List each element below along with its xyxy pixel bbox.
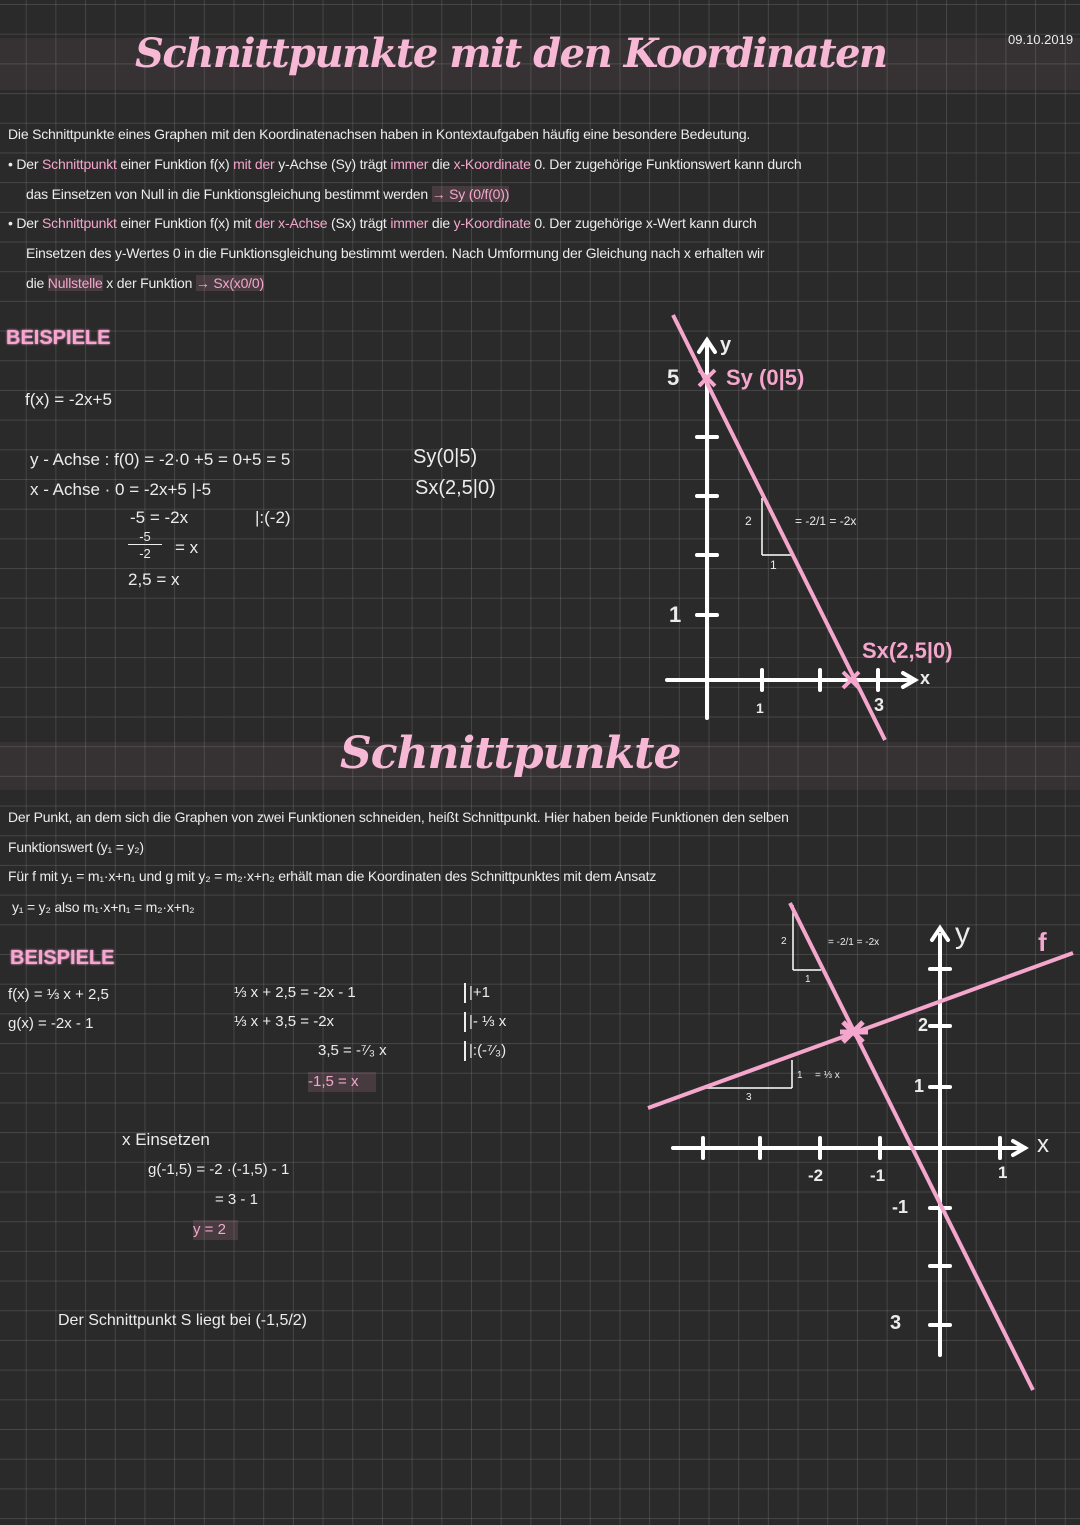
text: • Der — [8, 215, 43, 231]
graph2-tick-2: 2 — [918, 1015, 929, 1035]
graph2-tick-minus1x: -1 — [870, 1166, 886, 1185]
graph2-tick-minus2x: -2 — [808, 1166, 824, 1185]
graph2-f-label: f — [1038, 927, 1047, 957]
x-axis-calc: x - Achse · 0 = -2x+5 |-5 — [30, 480, 212, 499]
function-g: g(x) = -2x - 1 — [8, 1015, 94, 1032]
x-result-2: -1,5 = x — [308, 1072, 376, 1092]
text: y-Achse (Sy) trägt — [274, 156, 391, 172]
graph1-sy-label: Sy (0|5) — [726, 365, 805, 390]
graph1-y-label: y — [720, 334, 732, 356]
term: Schnittpunkt — [42, 215, 117, 231]
x-result: 2,5 = x — [128, 570, 180, 589]
equation-op: |+1 — [464, 983, 490, 1003]
function-f: f(x) = -2x+5 — [25, 390, 112, 409]
term: y-Koordinate — [453, 215, 531, 231]
fraction-numerator: -5 — [128, 530, 162, 545]
term: der x-Achse — [254, 215, 328, 231]
graph2-x-label: x — [1037, 1131, 1049, 1158]
equation-op: |- ⅓ x — [464, 1012, 506, 1032]
graph2-tick-1x: 1 — [998, 1163, 1008, 1182]
term: immer — [390, 156, 429, 172]
intersection-marker — [840, 1022, 868, 1042]
date: 09.10.2019 — [1008, 32, 1074, 47]
text: 0. Der zugehörige x-Wert kann durch — [530, 215, 757, 231]
example-heading-2: BEISPIELE — [10, 947, 115, 969]
graph1-tick-1y: 1 — [669, 602, 682, 627]
formula: → Sx(x0/0) — [195, 275, 264, 291]
substitution-title: x Einsetzen — [122, 1130, 210, 1149]
equation-step: 3,5 = -⁷⁄₃ x — [318, 1042, 387, 1059]
formula: → Sy (0/f(0)) — [431, 186, 510, 202]
y-axis-calc: y - Achse : f(0) = -2·0 +5 = 0+5 = 5 — [30, 450, 291, 469]
paragraph: Funktionswert (y₁ = y₂) — [8, 839, 144, 855]
paragraph: Für f mit y₁ = m₁·x+n₁ und g mit y₂ = m₂·x+n₂ erhält man die Koordinaten des Schnittpunktes mit dem Ansatz — [8, 868, 657, 884]
graph1-slope: = -2/1 = -2x — [795, 514, 857, 528]
graph2-f-run: 3 — [746, 1092, 752, 1103]
equation-step: ⅓ x + 3,5 = -2x — [234, 1013, 335, 1030]
graph1-triangle-rise: 2 — [745, 514, 752, 528]
term: Schnittpunkt — [42, 156, 117, 172]
graph2-g-run: 1 — [805, 974, 811, 985]
term: x-Koordinate — [453, 156, 531, 172]
section-title: Schnittpunkte — [340, 728, 681, 779]
text: • Der — [8, 156, 43, 172]
paragraph: y₁ = y₂ also m₁·x+n₁ = m₂·x+n₂ — [12, 899, 195, 915]
intro-line: Die Schnittpunkte eines Graphen mit den Koordinatenachsen haben in Kontextaufgaben häufig eine besondere Bedeutung. — [8, 126, 751, 142]
text: die — [26, 275, 48, 291]
graph2-g-rise: 2 — [781, 936, 787, 947]
substitution-step: = 3 - 1 — [215, 1191, 258, 1208]
graph1-tick-3: 3 — [874, 695, 885, 715]
fraction-result: = x — [175, 538, 199, 557]
term: Nullstelle — [47, 275, 103, 291]
text: das Einsetzen von Null in die Funktionsgleichung bestimmt werden — [26, 186, 432, 202]
page-title: Schnittpunkte mit den Koordinaten — [135, 30, 887, 77]
text: x der Funktion — [102, 275, 196, 291]
graph2-tick-1: 1 — [914, 1076, 925, 1096]
fraction-denominator: -2 — [139, 546, 151, 561]
graph2-tick-minus1: -1 — [892, 1197, 909, 1217]
graph2-y-label: y — [955, 917, 970, 950]
graph1-tick-1x: 1 — [756, 700, 764, 716]
step-operation: |:(-2) — [255, 508, 291, 527]
text: (Sx) trägt — [327, 215, 391, 231]
graph2-tick-3: 3 — [890, 1312, 902, 1334]
sy-result: Sy(0|5) — [413, 446, 478, 468]
equation-op: |:(-⁷⁄₃) — [464, 1041, 506, 1061]
graph2-f-rise: 1 — [797, 1070, 803, 1081]
paragraph: Der Punkt, an dem sich die Graphen von zwei Funktionen schneiden, heißt Schnittpunkt. Hier haben beide Funktionen den selben — [8, 809, 789, 825]
term: mit der — [233, 156, 275, 172]
equation-step: ⅓ x + 2,5 = -2x - 1 — [234, 984, 356, 1001]
step: -5 = -2x — [130, 508, 189, 527]
example-heading: BEISPIELE — [6, 327, 111, 349]
text: die — [428, 156, 454, 172]
function-f: f(x) = ⅓ x + 2,5 — [8, 986, 109, 1003]
y-result: y = 2 — [193, 1220, 238, 1240]
conclusion: Der Schnittpunkt S liegt bei (-1,5/2) — [58, 1312, 308, 1329]
substitution-step: g(-1,5) = -2 ·(-1,5) - 1 — [148, 1161, 290, 1178]
text: einer Funktion f(x) mit — [116, 215, 255, 231]
graph1-x-label: x — [920, 668, 931, 688]
graph1-sx-label: Sx(2,5|0) — [862, 638, 953, 663]
text: die — [428, 215, 454, 231]
graph1-triangle-run: 1 — [770, 558, 777, 572]
text: 0. Der zugehörige Funktionswert kann durch — [530, 156, 802, 172]
sx-result: Sx(2,5|0) — [415, 477, 496, 499]
graph2-f-slope: = ⅓ x — [815, 1070, 840, 1081]
term: immer — [390, 215, 429, 231]
bullet-x-axis-line2: Einsetzen des y-Wertes 0 in die Funktionsgleichung bestimmt werden. Nach Umformung der Gleichung nach x erhalten wir — [26, 245, 765, 261]
graph2-g-slope: = -2/1 = -2x — [828, 937, 880, 948]
graph1-tick-5: 5 — [667, 365, 680, 390]
text: einer Funktion f(x) — [116, 156, 234, 172]
